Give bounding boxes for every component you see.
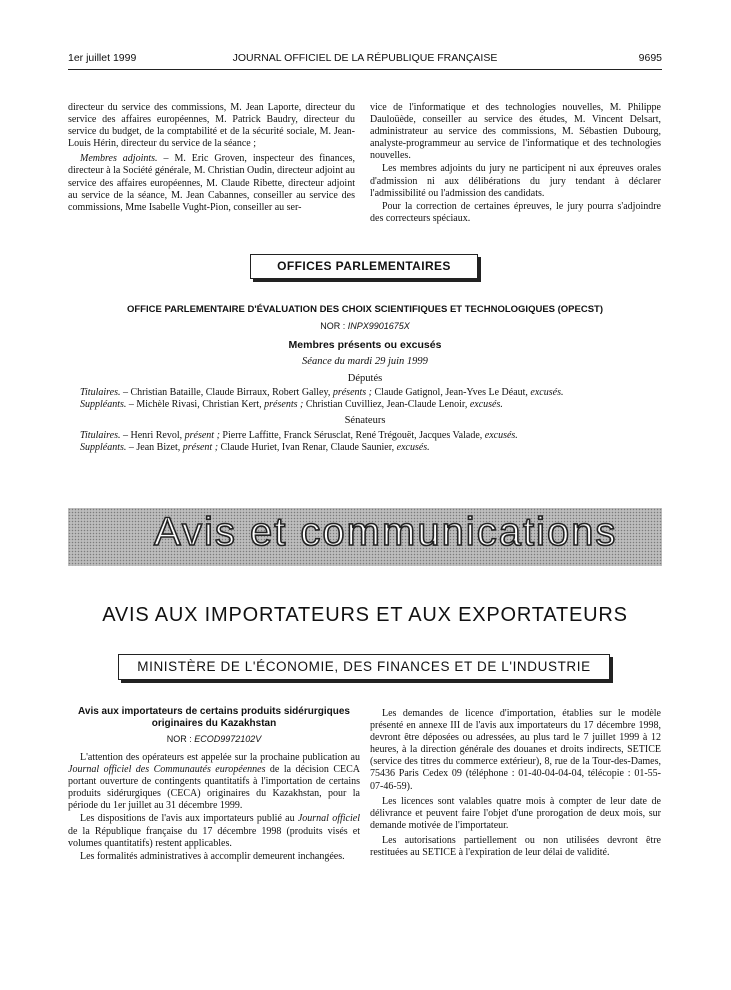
nor-code: ECOD9972102V [194, 734, 262, 744]
header-journal-title: JOURNAL OFFICIEL DE LA RÉPUBLIQUE FRANÇAISE [232, 52, 498, 64]
deputes-suppleants [80, 399, 660, 411]
article-right-column [370, 708, 661, 860]
avis-communications-banner [68, 508, 662, 566]
status: excusés. [469, 398, 503, 410]
article-left-column [68, 752, 360, 864]
names: – Jean Bizet, [126, 441, 183, 453]
status: présent ; [182, 441, 219, 453]
senateurs-suppleants [80, 442, 660, 454]
paragraph-emphasis: Journal officiel des Communautés européennes [68, 764, 266, 776]
banner-title: Avis et communications [154, 510, 618, 554]
paragraph [68, 752, 360, 812]
paragraph: vice de l'informatique et des technologies nouvelles, M. Philippe Dauloüède, conseiller au service des études, M. Vincent Delsart, administrateur au service des commissions, M. Sébastien Dubourg, analyste-programmeur au service de l'informatique et des technologies nouvelles. [370, 102, 661, 162]
paragraph: Les autorisations partiellement ou non utilisées devront être restituées au SETICE à l'expiration de leur délai de validité. [370, 834, 661, 859]
header-page-number: 9695 [638, 52, 662, 64]
top-left-column [68, 102, 355, 215]
status: excusés. [396, 441, 430, 453]
running-header [68, 52, 662, 68]
senateurs-list [80, 430, 660, 453]
names: – Henri Revol, [120, 430, 185, 441]
paragraph-text: Les dispositions de l'avis aux importateurs publié au [80, 813, 298, 825]
opecst-nor [68, 321, 662, 331]
role-label: Suppléants. [80, 441, 127, 453]
paragraph: Les membres adjoints du jury ne participent ni aux épreuves orales d'admission ni aux délibérations du jury tendant à déclarer l'admissibilité ou l'admission des candidats. [370, 163, 661, 199]
article-nor [68, 734, 360, 744]
senateurs-heading: Sénateurs [344, 415, 386, 426]
paragraph: Pour la correction de certaines épreuves, le jury pourra s'adjoindre des correcteurs spéciaux. [370, 200, 661, 224]
senateurs-titulaires [80, 430, 660, 442]
status: présent ; [184, 430, 220, 441]
nor-label: NOR : [166, 734, 195, 744]
role-label: Suppléants. [80, 398, 127, 410]
nor-code: INPX9901675X [347, 321, 410, 331]
status: excusés. [484, 430, 518, 441]
header-rule [68, 69, 662, 70]
membres-adjoints-label: Membres adjoints. [80, 153, 158, 165]
status: excusés. [530, 387, 564, 398]
paragraph [68, 813, 360, 849]
status: présents ; [332, 387, 373, 398]
article-title: Avis aux importateurs de certains produits sidérurgiques originaires du Kazakhstan [78, 706, 350, 729]
paragraph: Les licences sont valables quatre mois à compter de leur date de délivrance et peuvent faire l'objet d'une prorogation de deux mois, sur demande motivée de l'importateur. [370, 795, 661, 831]
paragraph: directeur du service des commissions, M. Jean Laporte, directeur du service des affaires européennes, M. Patrick Baudry, directeur du service du budget, de la comptabilité et de la sécurité sociale, M. Jean-Louis Hérin, directeur du service de la séance ; [68, 102, 355, 150]
names: Claude Gatignol, Jean-Yves Le Déaut, [372, 387, 531, 398]
role-label: Titulaires. [80, 430, 121, 441]
opecst-title: OFFICE PARLEMENTAIRE D'ÉVALUATION DES CHOIX SCIENTIFIQUES ET TECHNOLOGIQUES (OPECST) [126, 304, 604, 315]
status: présents ; [264, 398, 304, 410]
nor-label: NOR : [320, 321, 348, 331]
deputes-heading: Députés [347, 373, 383, 384]
seance-date: Séance du mardi 29 juin 1999 [302, 356, 428, 367]
deputes-list [80, 387, 660, 410]
members-heading: Membres présents ou excusés [288, 339, 442, 351]
header-date: 1er juillet 1999 [68, 52, 137, 64]
deputes-titulaires [80, 387, 660, 399]
names: – Michèle Rivasi, Christian Kert, [126, 398, 265, 410]
paragraph: Les formalités administratives à accomplir demeurent inchangées. [80, 850, 345, 862]
paragraph-emphasis: Journal officiel [297, 813, 360, 825]
paragraph: Les demandes de licence d'importation, établies sur le modèle présenté en annexe III de l'avis aux importateurs du 17 décembre 1998, devront être déposées ou adressées, au plus tard le 7 juillet 1999 à 12 heures, à la direction générale des douanes et droits indirects, SETICE (service des titres du commerce extérieur), 8, rue de la Tour-des-Dames, 75436 Paris Cedex 09 (téléphone : 01-40-04-04-04, télécopie : 01-55-07-46-59). [370, 708, 661, 792]
paragraph [68, 153, 355, 213]
role-label: Titulaires. [80, 387, 121, 398]
paragraph-text: de la République française du 17 décembre 1998 (produits visés et volumes quantitatifs) restent applicables. [68, 825, 360, 849]
names: Christian Cuvilliez, Jean-Claude Lenoir, [303, 398, 470, 410]
paragraph-text: L'attention des opérateurs est appelée sur la prochaine publication au [80, 752, 360, 763]
section-box-ministere: MINISTÈRE DE L'ÉCONOMIE, DES FINANCES ET DE L'INDUSTRIE [118, 654, 610, 680]
avis-importateurs-heading: AVIS AUX IMPORTATEURS ET AUX EXPORTATEURS [102, 604, 628, 626]
paragraph-text: de la décision CECA portant ouverture de contingents quantitatifs à l'importation de certains produits sidérurgiques (CECA) originaires du Kazakhstan, pour la période du 1er juillet au 31 décembre 1999. [68, 764, 360, 812]
top-right-column [370, 102, 661, 226]
names: Claude Huriet, Ivan Renar, Claude Saunier, [218, 441, 397, 453]
names: Pierre Laffitte, Franck Sérusclat, René Trégouët, Jacques Valade, [219, 430, 485, 441]
paragraph-text: – M. Eric Groven, inspecteur des finances, directeur à la Société générale, M. Christian Oudin, directeur adjoint au service des affaires européennes, M. Claude Ribette, directeur adjoint au service de la séance, M. Jean Cabannes, conseiller au service des commissions, Mme Isabelle Vught-Pion, conseiller au ser- [68, 153, 355, 213]
names: – Christian Bataille, Claude Birraux, Robert Galley, [120, 387, 333, 398]
section-box-offices-parlementaires: OFFICES PARLEMENTAIRES [250, 254, 478, 279]
